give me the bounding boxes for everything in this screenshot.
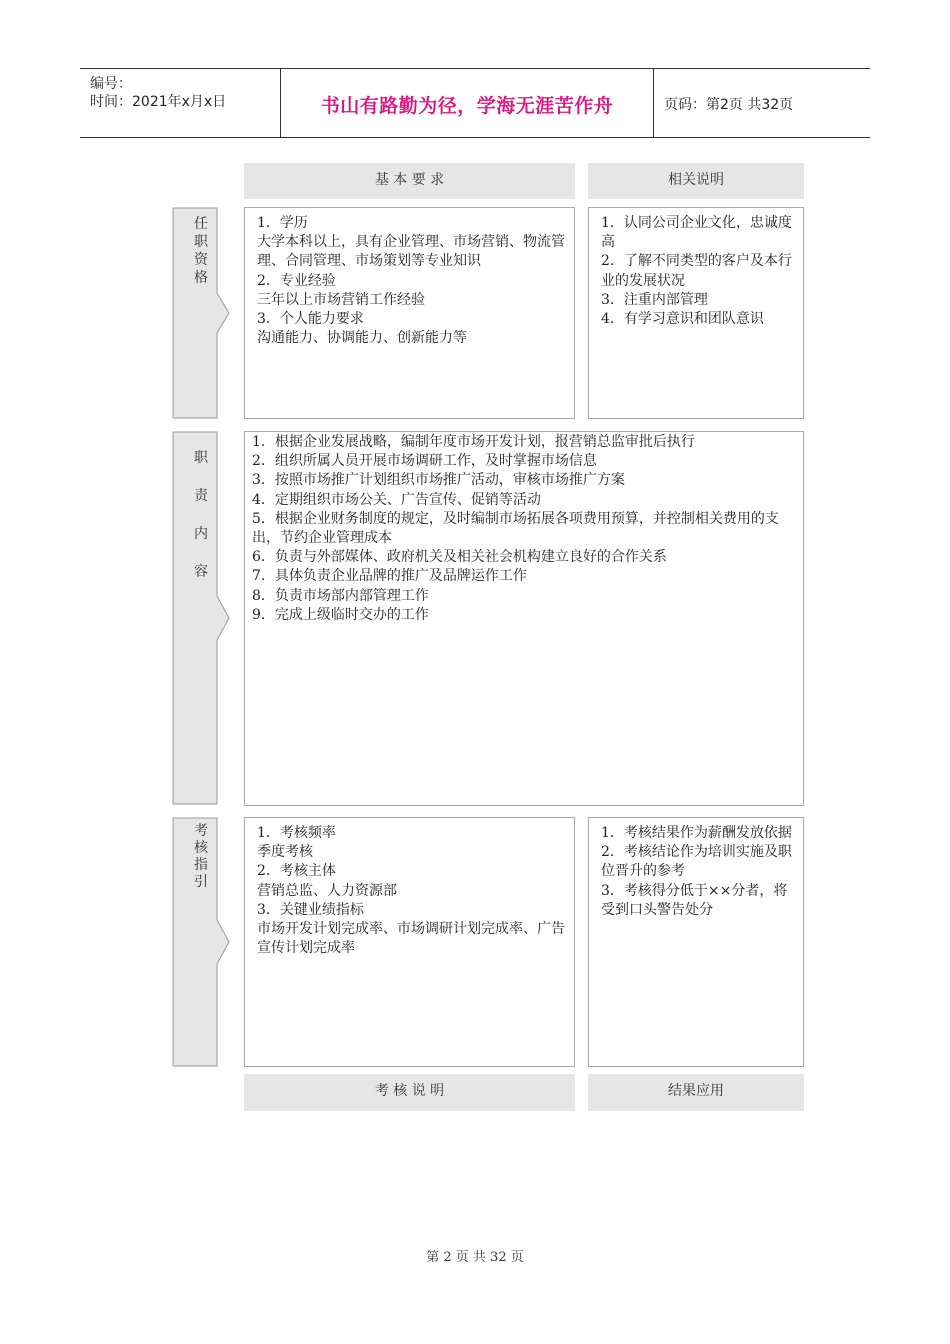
duties-tab (172, 431, 232, 805)
duties-list (252, 433, 797, 625)
result-line: 2．考核结论作为培训实施及职位晋升的参考 (601, 844, 792, 880)
assessment-line: 3．关键业绩指标 (257, 901, 364, 918)
qualifications-notes-box (588, 207, 804, 419)
qualifications-requirements-box (244, 207, 575, 419)
result-application-header: 结果应用 (588, 1074, 804, 1111)
assessment-line: 季度考核 (257, 844, 313, 861)
duty-item: 9．完成上级临时交办的工作 (252, 606, 429, 623)
duty-item: 2．组织所属人员开展市场调研工作，及时掌握市场信息 (252, 453, 597, 470)
requirement-line: 1．学历 (257, 215, 308, 231)
duties-box (244, 431, 804, 806)
document-header (80, 68, 870, 138)
assessment-notes-header: 考 核 说 明 (244, 1074, 575, 1111)
assessment-notes-list (257, 824, 566, 958)
result-line: 3．考核得分低于××分者，将受到口头警告处分 (601, 882, 788, 918)
note-line: 1．认同公司企业文化，忠诚度高 (601, 215, 792, 251)
duty-item: 5．根据企业财务制度的规定，及时编制市场拓展各项费用预算，并控制相关费用的支出，节约企业管理成本 (252, 510, 779, 547)
assessment-line: 营销总监、人力资源部 (257, 882, 397, 899)
duty-item: 4．定期组织市场公关、广告宣传、促销等活动 (252, 491, 541, 508)
page-footer: 第 2 页 共 32 页 (426, 1250, 524, 1265)
qualifications-tab-label: 任职资格 (194, 216, 208, 286)
assessment-line: 市场开发计划完成率、市场调研计划完成率、广告宣传计划完成率 (257, 921, 565, 957)
note-line: 4．有学习意识和团队意识 (601, 311, 764, 328)
note-line: 2．了解不同类型的客户及本行业的发展状况 (601, 253, 792, 289)
header-motto: 书山有路勤为径，学海无涯苦作舟 (320, 95, 614, 117)
assessment-line: 2．考核主体 (257, 863, 336, 880)
basic-requirements-header: 基 本 要 求 (244, 163, 575, 199)
assessment-line: 1．考核频率 (257, 825, 336, 841)
header-page-cell (654, 69, 870, 137)
requirement-line: 2．专业经验 (257, 272, 336, 289)
qualifications-tab (172, 207, 232, 419)
duty-item: 8．负责市场部内部管理工作 (252, 587, 429, 604)
document-number-label: 编号： (90, 76, 132, 92)
header-motto-cell (281, 69, 654, 137)
qualifications-requirements-list (257, 214, 566, 348)
related-notes-header: 相关说明 (588, 163, 804, 199)
result-line: 1．考核结果作为薪酬发放依据 (601, 825, 792, 841)
duty-item: 1．根据企业发展战略，编制年度市场开发计划，报营销总监审批后执行 (252, 434, 695, 450)
requirement-line: 沟通能力、协调能力、创新能力等 (257, 330, 467, 347)
requirement-line: 三年以上市场营销工作经验 (257, 291, 425, 308)
duty-item: 3．按照市场推广计划组织市场推广活动，审核市场推广方案 (252, 472, 625, 489)
requirement-line: 大学本科以上，具有企业管理、市场营销、物流管理、合同管理、市场策划等专业知识 (257, 234, 565, 270)
header-meta-cell (80, 69, 281, 137)
duty-item: 6．负责与外部媒体、政府机关及相关社会机构建立良好的合作关系 (252, 549, 667, 566)
qualifications-notes-list (601, 214, 795, 329)
document-time-label: 时间：2021年x月x日 (90, 94, 227, 110)
duty-item: 7．具体负责企业品牌的推广及品牌运作工作 (252, 568, 527, 585)
header-page-number: 页码：第2页 共32页 (664, 97, 794, 113)
note-line: 3．注重内部管理 (601, 291, 708, 308)
result-application-box (588, 817, 804, 1067)
requirement-line: 3．个人能力要求 (257, 311, 364, 328)
assessment-notes-box (244, 817, 575, 1067)
assessment-tab-label: 考核指引 (194, 823, 208, 890)
duties-tab-label: 职责内容 (194, 450, 208, 580)
assessment-tab (172, 817, 232, 1067)
result-application-list (601, 824, 795, 920)
